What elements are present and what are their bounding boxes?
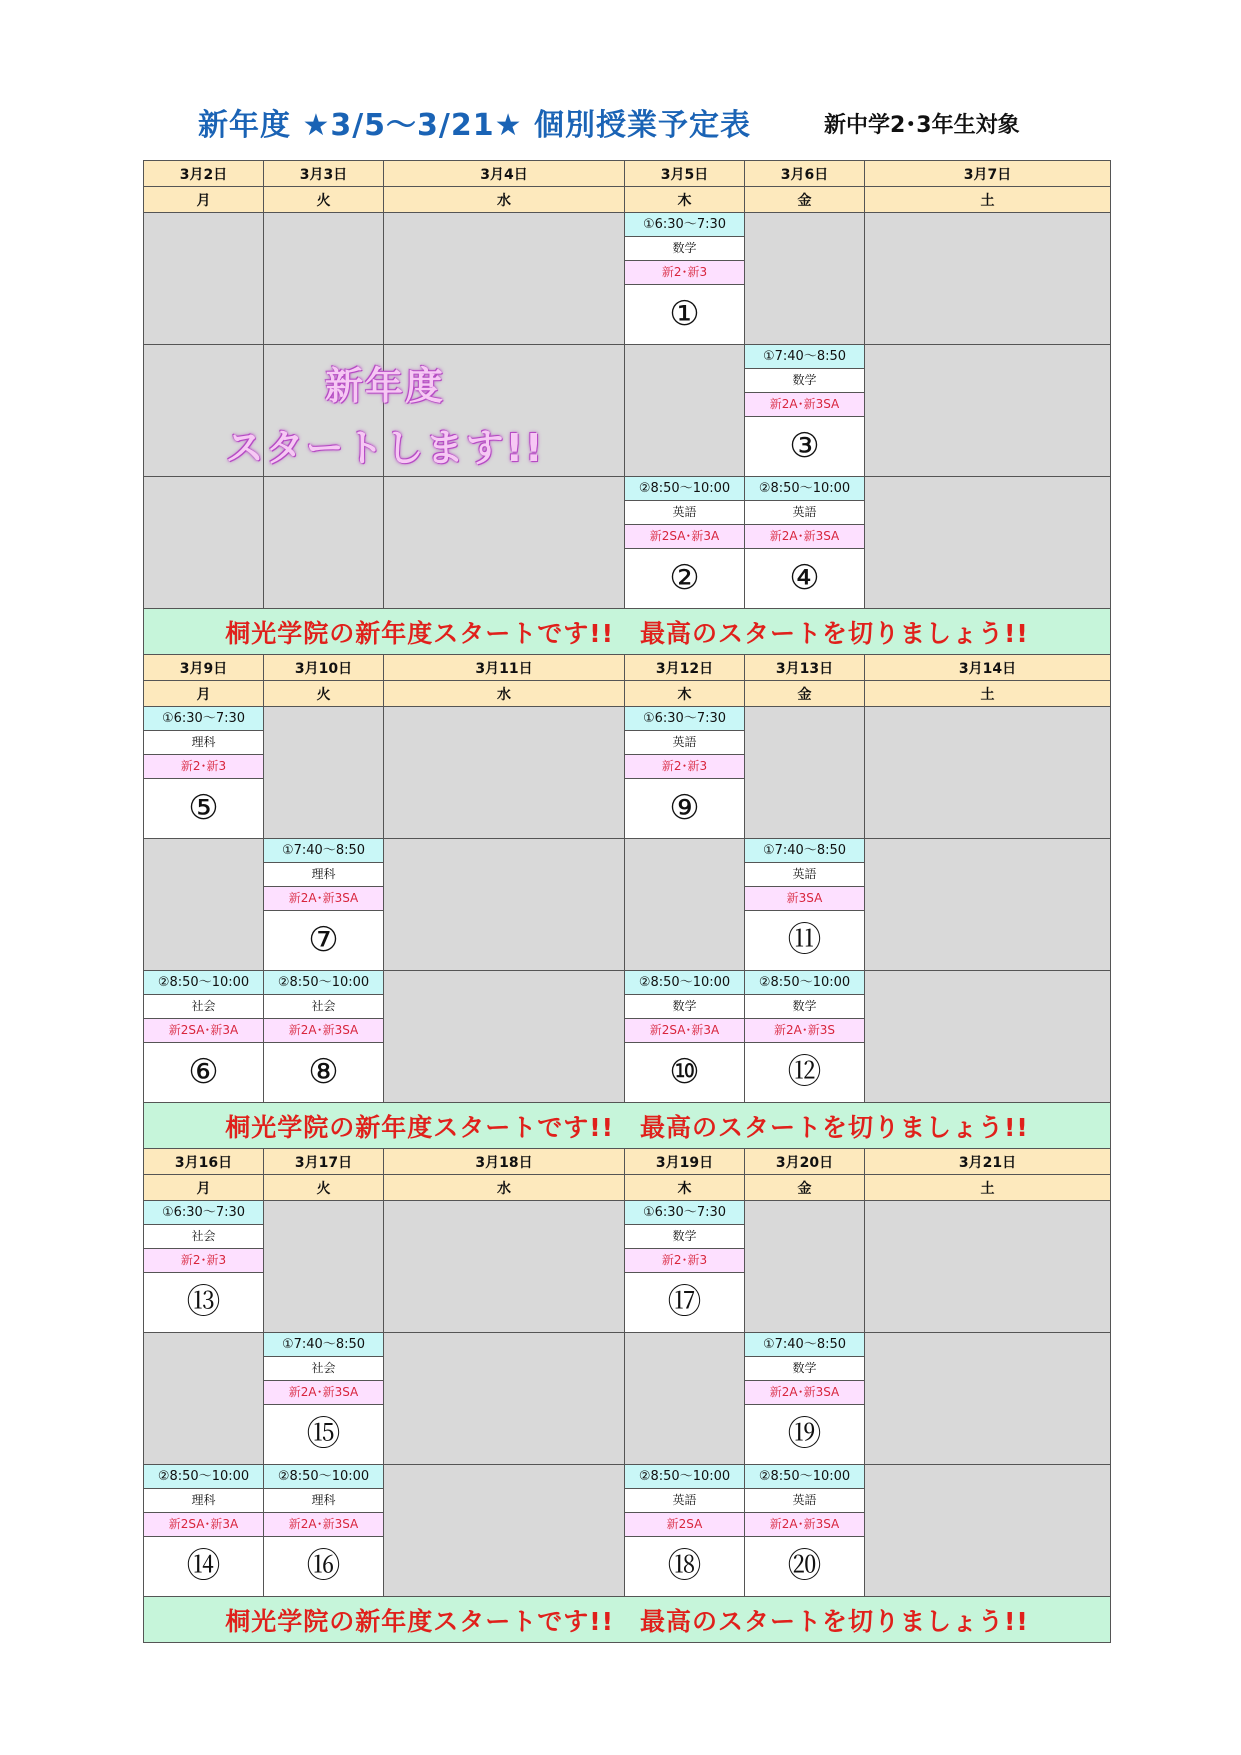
week-banner: 桐光学院の新年度スタートです!! 最高のスタートを切りましょう!! xyxy=(144,609,1111,655)
empty-slot xyxy=(264,213,384,345)
lesson-number: ④ xyxy=(789,558,820,598)
weekday-cell: 木 xyxy=(625,187,745,213)
lesson-cell xyxy=(144,971,264,1103)
lesson-time: ①7:40～8:50 xyxy=(264,1333,383,1357)
lesson-subject: 英語 xyxy=(625,1489,744,1513)
weekday-cell: 木 xyxy=(625,1175,745,1201)
date-cell: 3月11日 xyxy=(384,655,625,681)
lesson-subject: 理科 xyxy=(264,1489,383,1513)
lesson-time: ②8:50～10:00 xyxy=(745,1465,864,1489)
lesson-subject: 英語 xyxy=(745,1489,864,1513)
lesson-time: ②8:50～10:00 xyxy=(625,1465,744,1489)
empty-slot xyxy=(144,477,264,609)
lesson-number: ⑩ xyxy=(669,1052,700,1092)
lesson-number: ⑮ xyxy=(306,1414,341,1454)
empty-slot xyxy=(384,1465,625,1597)
date-header-row xyxy=(144,1149,1111,1175)
lesson-time: ①7:40～8:50 xyxy=(264,839,383,863)
week-banner-row xyxy=(144,609,1111,655)
weekday-cell: 木 xyxy=(625,681,745,707)
lesson-number: ⑲ xyxy=(787,1414,822,1454)
time-slot-row xyxy=(144,477,1111,609)
lesson-subject: 数学 xyxy=(745,369,864,393)
lesson-grade: 新2SA･新3A xyxy=(625,525,744,549)
lesson-subject: 数学 xyxy=(625,237,744,261)
weekday-cell: 土 xyxy=(865,187,1111,213)
date-cell: 3月19日 xyxy=(625,1149,745,1175)
empty-slot xyxy=(745,213,865,345)
empty-slot xyxy=(384,345,625,477)
lesson-cell xyxy=(745,1333,865,1465)
lesson-time: ②8:50～10:00 xyxy=(264,971,383,995)
lesson-grade: 新2SA･新3A xyxy=(144,1019,263,1043)
date-cell: 3月2日 xyxy=(144,161,264,187)
empty-slot xyxy=(264,707,384,839)
empty-slot xyxy=(264,1201,384,1333)
lesson-time: ①7:40～8:50 xyxy=(745,345,864,369)
lesson-cell xyxy=(745,971,865,1103)
date-cell: 3月6日 xyxy=(745,161,865,187)
lesson-time: ①7:40～8:50 xyxy=(745,839,864,863)
weekday-cell: 金 xyxy=(745,1175,865,1201)
lesson-number: ⑭ xyxy=(186,1546,221,1586)
lesson-time: ②8:50～10:00 xyxy=(144,1465,263,1489)
week-banner-row xyxy=(144,1103,1111,1149)
lesson-number: ① xyxy=(669,294,700,334)
week-banner: 桐光学院の新年度スタートです!! 最高のスタートを切りましょう!! xyxy=(144,1597,1111,1643)
lesson-subject: 理科 xyxy=(144,731,263,755)
lesson-cell xyxy=(144,1201,264,1333)
lesson-number: ② xyxy=(669,558,700,598)
lesson-number: ③ xyxy=(789,426,820,466)
weekday-cell: 金 xyxy=(745,681,865,707)
lesson-cell xyxy=(625,477,745,609)
empty-slot xyxy=(384,1333,625,1465)
empty-slot xyxy=(625,839,745,971)
date-cell: 3月12日 xyxy=(625,655,745,681)
date-cell: 3月13日 xyxy=(745,655,865,681)
lesson-cell xyxy=(264,971,384,1103)
week-banner-row xyxy=(144,1597,1111,1643)
date-cell: 3月4日 xyxy=(384,161,625,187)
lesson-grade: 新2A･新3SA xyxy=(264,1381,383,1405)
lesson-cell xyxy=(745,839,865,971)
weekday-cell: 水 xyxy=(384,681,625,707)
empty-slot xyxy=(745,707,865,839)
empty-slot xyxy=(745,1201,865,1333)
empty-slot xyxy=(144,345,264,477)
lesson-number: ⑥ xyxy=(188,1052,219,1092)
time-slot-row xyxy=(144,213,1111,345)
weekday-cell: 土 xyxy=(865,681,1111,707)
lesson-time: ①7:40～8:50 xyxy=(745,1333,864,1357)
empty-slot xyxy=(865,707,1111,839)
empty-slot xyxy=(865,839,1111,971)
weekday-cell: 火 xyxy=(264,187,384,213)
date-cell: 3月3日 xyxy=(264,161,384,187)
lesson-time: ①6:30～7:30 xyxy=(144,707,263,731)
lesson-grade: 新2･新3 xyxy=(625,261,744,285)
lesson-number: ⑤ xyxy=(188,788,219,828)
empty-slot xyxy=(865,1465,1111,1597)
date-cell: 3月17日 xyxy=(264,1149,384,1175)
empty-slot xyxy=(264,345,384,477)
lesson-cell xyxy=(144,707,264,839)
lesson-number: ⑰ xyxy=(667,1282,702,1322)
lesson-grade: 新3SA xyxy=(745,887,864,911)
weekday-header-row xyxy=(144,187,1111,213)
empty-slot xyxy=(865,971,1111,1103)
lesson-number: ⑪ xyxy=(787,920,822,960)
lesson-subject: 社会 xyxy=(264,995,383,1019)
lesson-number: ⑱ xyxy=(667,1546,702,1586)
lesson-subject: 社会 xyxy=(264,1357,383,1381)
time-slot-row xyxy=(144,345,1111,477)
weekday-cell: 月 xyxy=(144,187,264,213)
lesson-grade: 新2A･新3SA xyxy=(745,525,864,549)
lesson-time: ②8:50～10:00 xyxy=(745,971,864,995)
lesson-subject: 社会 xyxy=(144,995,263,1019)
lesson-grade: 新2･新3 xyxy=(144,755,263,779)
lesson-time: ②8:50～10:00 xyxy=(745,477,864,501)
lesson-grade: 新2A･新3SA xyxy=(745,1513,864,1537)
lesson-cell xyxy=(625,1201,745,1333)
lesson-grade: 新2･新3 xyxy=(625,755,744,779)
page-header xyxy=(198,100,1098,150)
lesson-number: ⑦ xyxy=(308,920,339,960)
lesson-number: ⑧ xyxy=(308,1052,339,1092)
overlay-line-2: スタートします!! xyxy=(225,426,545,470)
empty-slot xyxy=(384,1201,625,1333)
weekday-cell: 土 xyxy=(865,1175,1111,1201)
lesson-cell xyxy=(745,1465,865,1597)
time-slot-row xyxy=(144,1465,1111,1597)
empty-slot xyxy=(865,345,1111,477)
lesson-grade: 新2A･新3SA xyxy=(264,1019,383,1043)
lesson-number: ⑳ xyxy=(787,1546,822,1586)
lesson-cell xyxy=(625,707,745,839)
time-slot-row xyxy=(144,707,1111,839)
weekday-cell: 水 xyxy=(384,187,625,213)
lesson-time: ①6:30～7:30 xyxy=(625,213,744,237)
lesson-subject: 数学 xyxy=(745,1357,864,1381)
lesson-time: ②8:50～10:00 xyxy=(625,477,744,501)
time-slot-row xyxy=(144,839,1111,971)
lesson-grade: 新2SA xyxy=(625,1513,744,1537)
lesson-subject: 英語 xyxy=(745,863,864,887)
empty-slot xyxy=(144,213,264,345)
lesson-cell xyxy=(264,1465,384,1597)
lesson-cell xyxy=(625,213,745,345)
lesson-number: ⑨ xyxy=(669,788,700,828)
lesson-grade: 新2A･新3S xyxy=(745,1019,864,1043)
date-cell: 3月10日 xyxy=(264,655,384,681)
empty-slot xyxy=(865,477,1111,609)
lesson-grade: 新2A･新3SA xyxy=(745,1381,864,1405)
lesson-cell xyxy=(625,971,745,1103)
date-cell: 3月20日 xyxy=(745,1149,865,1175)
time-slot-row xyxy=(144,971,1111,1103)
lesson-cell xyxy=(625,1465,745,1597)
lesson-grade: 新2A･新3SA xyxy=(264,1513,383,1537)
weekday-cell: 月 xyxy=(144,1175,264,1201)
date-cell: 3月16日 xyxy=(144,1149,264,1175)
lesson-number: ⑫ xyxy=(787,1052,822,1092)
weekday-cell: 火 xyxy=(264,1175,384,1201)
date-cell: 3月5日 xyxy=(625,161,745,187)
empty-slot xyxy=(865,1201,1111,1333)
lesson-time: ②8:50～10:00 xyxy=(144,971,263,995)
lesson-subject: 理科 xyxy=(264,863,383,887)
date-cell: 3月7日 xyxy=(865,161,1111,187)
date-cell: 3月18日 xyxy=(384,1149,625,1175)
date-cell: 3月14日 xyxy=(865,655,1111,681)
lesson-time: ②8:50～10:00 xyxy=(264,1465,383,1489)
weekday-cell: 月 xyxy=(144,681,264,707)
lesson-cell xyxy=(745,477,865,609)
time-slot-row xyxy=(144,1333,1111,1465)
empty-slot xyxy=(384,839,625,971)
lesson-grade: 新2A･新3SA xyxy=(264,887,383,911)
empty-slot xyxy=(144,1333,264,1465)
lesson-subject: 社会 xyxy=(144,1225,263,1249)
empty-slot xyxy=(865,213,1111,345)
lesson-number: ⑬ xyxy=(186,1282,221,1322)
lesson-grade: 新2･新3 xyxy=(625,1249,744,1273)
lesson-subject: 理科 xyxy=(144,1489,263,1513)
week-banner: 桐光学院の新年度スタートです!! 最高のスタートを切りましょう!! xyxy=(144,1103,1111,1149)
lesson-cell xyxy=(745,345,865,477)
lesson-subject: 英語 xyxy=(625,731,744,755)
empty-slot xyxy=(625,345,745,477)
schedule-table xyxy=(143,160,1111,1643)
lesson-time: ①6:30～7:30 xyxy=(625,1201,744,1225)
lesson-cell xyxy=(264,1333,384,1465)
lesson-subject: 英語 xyxy=(745,501,864,525)
lesson-number: ⑯ xyxy=(306,1546,341,1586)
empty-slot xyxy=(384,213,625,345)
empty-slot xyxy=(865,1333,1111,1465)
date-header-row xyxy=(144,161,1111,187)
time-slot-row xyxy=(144,1201,1111,1333)
lesson-cell xyxy=(264,839,384,971)
page-subtitle: 新中学2･3年生対象 xyxy=(824,113,1020,138)
lesson-grade: 新2SA･新3A xyxy=(144,1513,263,1537)
lesson-time: ①6:30～7:30 xyxy=(144,1201,263,1225)
empty-slot xyxy=(264,477,384,609)
lesson-grade: 新2･新3 xyxy=(144,1249,263,1273)
date-header-row xyxy=(144,655,1111,681)
overlay-line-1: 新年度 xyxy=(324,364,445,408)
empty-slot xyxy=(625,1333,745,1465)
lesson-time: ②8:50～10:00 xyxy=(625,971,744,995)
lesson-cell xyxy=(144,1465,264,1597)
lesson-subject: 英語 xyxy=(625,501,744,525)
lesson-subject: 数学 xyxy=(745,995,864,1019)
empty-slot xyxy=(384,971,625,1103)
lesson-subject: 数学 xyxy=(625,995,744,1019)
weekday-cell: 水 xyxy=(384,1175,625,1201)
lesson-grade: 新2A･新3SA xyxy=(745,393,864,417)
empty-slot xyxy=(384,477,625,609)
empty-slot xyxy=(384,707,625,839)
lesson-time: ①6:30～7:30 xyxy=(625,707,744,731)
weekday-header-row xyxy=(144,1175,1111,1201)
date-cell: 3月21日 xyxy=(865,1149,1111,1175)
date-cell: 3月9日 xyxy=(144,655,264,681)
empty-slot xyxy=(144,839,264,971)
page-title: 新年度 ★3/5～3/21★ 個別授業予定表 xyxy=(198,108,751,143)
weekday-cell: 火 xyxy=(264,681,384,707)
weekday-cell: 金 xyxy=(745,187,865,213)
weekday-header-row xyxy=(144,681,1111,707)
lesson-grade: 新2SA･新3A xyxy=(625,1019,744,1043)
lesson-subject: 数学 xyxy=(625,1225,744,1249)
